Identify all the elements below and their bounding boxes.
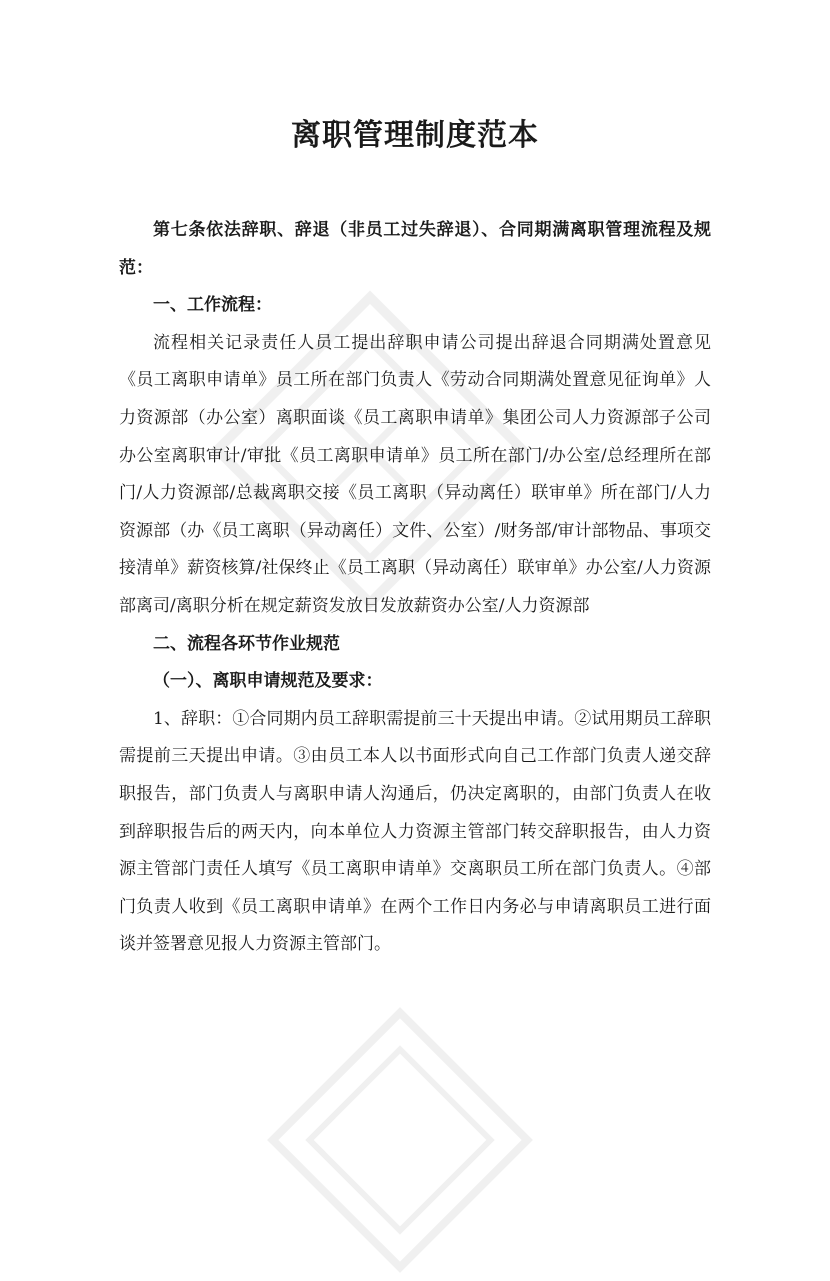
- document-body: [119, 212, 711, 964]
- document-title: 离职管理制度范本: [291, 118, 539, 153]
- section-heading-norms: 二、流程各环节作业规范: [153, 633, 340, 654]
- watermark-icon: [259, 999, 542, 1281]
- article-heading: 第七条依法辞职、辞退（非员工过失辞退）、合同期满离职管理流程及规范：: [119, 220, 711, 278]
- subsection-heading-resignation: （一）、离职申请规范及要求：: [153, 671, 383, 692]
- workflow-paragraph: 流程相关记录责任人员工提出辞职申请公司提出辞退合同期满处置意见《员工离职申请单》员工所在部门负责人《劳动合同期满处置意见征询单》人力资源部（办公室）离职面谈《员工离职申请单》集团公司人力资源部子公司办公室离职审计/审批《员工离职申请单》员工所在部门/办公室/总经理所在部门/人力资源部/总裁离职交接《员工离职（异动离任）联审单》所在部门/人力资源部（办《员工离职（异动离任）文件、公室）/财务部/审计部物品、事项交接清单》薪资核算/社保终止《员工离职（异动离任）联审单》办公室/人力资源部离司/离职分析在规定薪资发放日发放薪资办公室/人力资源部: [119, 332, 711, 616]
- section-heading-workflow: 一、工作流程：: [153, 295, 272, 316]
- resignation-paragraph: 1、辞职：①合同期内员工辞职需提前三十天提出申请。②试用期员工辞职需提前三天提出申请。③由员工本人以书面形式向自己工作部门负责人递交辞职报告，部门负责人与离职申请人沟通后，仍决定离职的，由部门负责人在收到辞职报告后的两天内，向本单位人力资源主管部门转交辞职报告，由人力资源主管部门责任人填写《员工离职申请单》交离职员工所在部门负责人。④部门负责人收到《员工离职申请单》在两个工作日内务必与申请离职员工进行面谈并签署意见报人力资源主管部门。: [119, 708, 711, 955]
